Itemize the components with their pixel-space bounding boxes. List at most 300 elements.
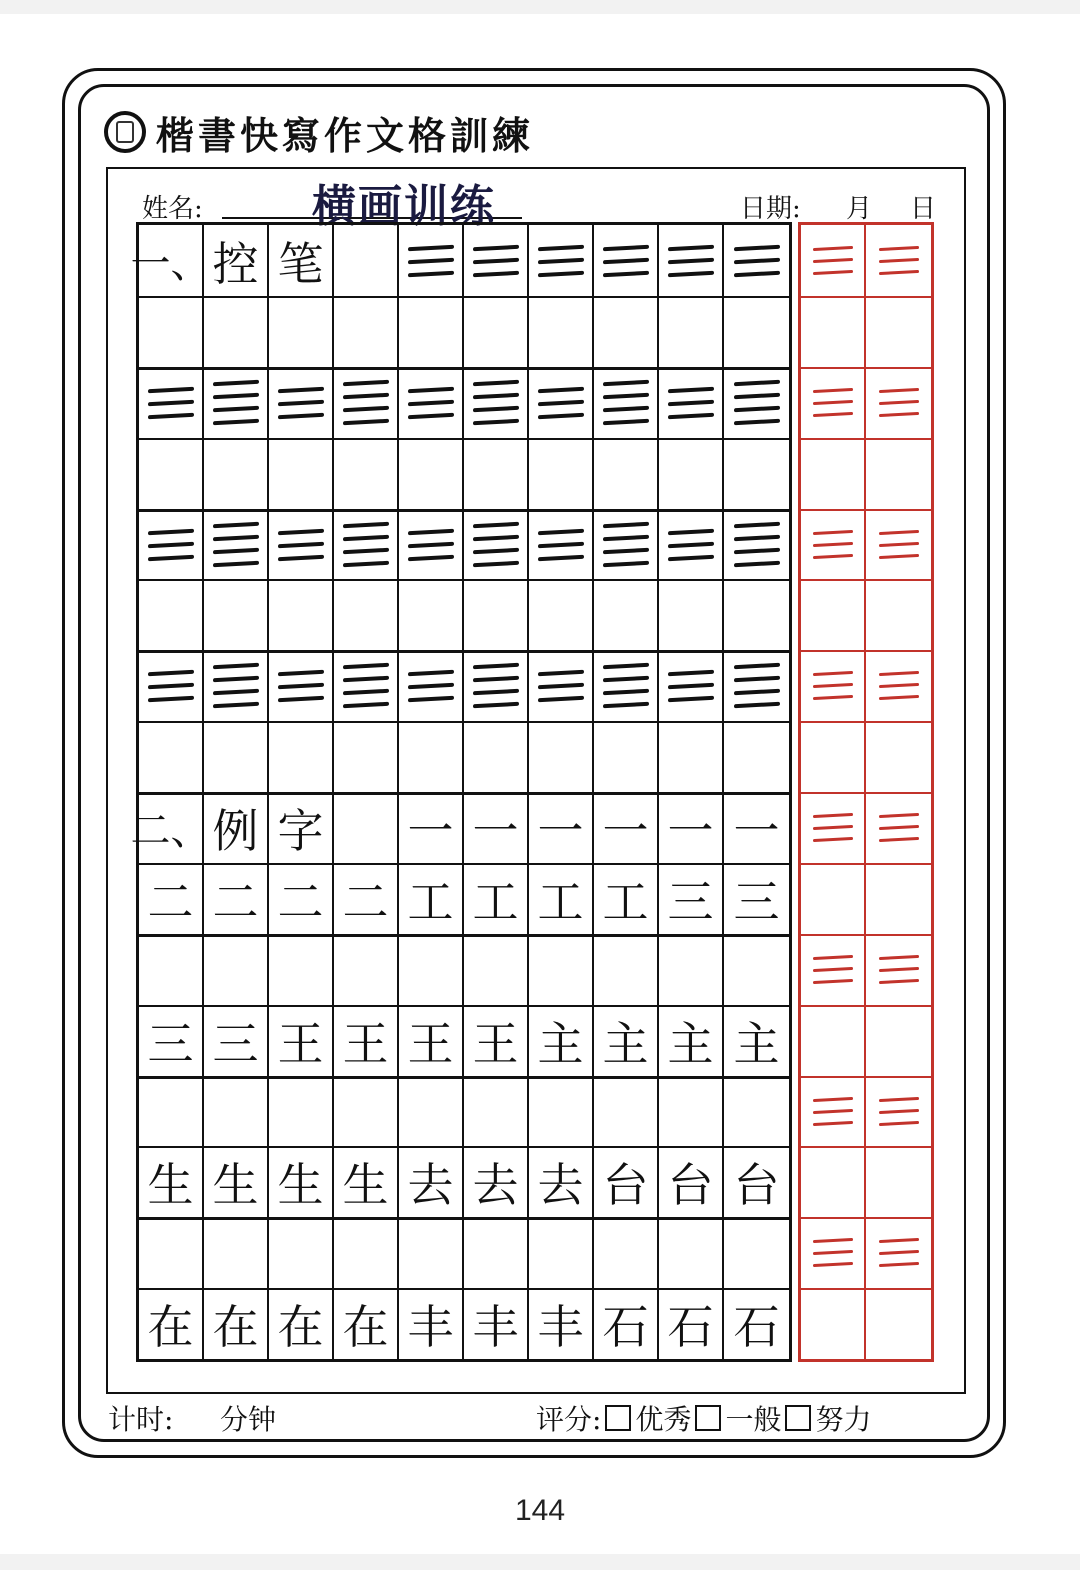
guide-stroke: [879, 554, 919, 559]
example-char-cell: 主: [733, 1016, 780, 1071]
blank-practice-cell[interactable]: [204, 438, 269, 509]
practice-stroke: [148, 528, 194, 534]
blank-practice-cell[interactable]: [724, 1076, 789, 1147]
blank-practice-cell[interactable]: [139, 579, 204, 650]
guide-blank-cell[interactable]: [866, 1288, 931, 1359]
practice-stroke: [603, 522, 649, 528]
example-char-cell: 台: [659, 1146, 724, 1217]
stroke-practice-cell: [659, 367, 724, 438]
guide-row-divider: [801, 367, 931, 369]
practice-stroke: [473, 270, 519, 276]
blank-practice-cell[interactable]: [269, 1076, 334, 1147]
practice-stroke: [538, 682, 584, 688]
practice-stroke: [473, 406, 519, 412]
blank-practice-cell[interactable]: [139, 1076, 204, 1147]
guide-stroke-cell: [801, 792, 866, 863]
example-char-cell: 三: [733, 874, 780, 929]
guide-stroke-cell: [866, 367, 931, 438]
guide-stroke: [879, 1097, 919, 1102]
guide-row: [801, 934, 931, 1005]
guide-row: [801, 438, 931, 509]
blank-practice-cell[interactable]: [724, 721, 789, 792]
rating-checkbox-effort[interactable]: [785, 1405, 811, 1431]
blank-practice-cell[interactable]: [724, 438, 789, 509]
heading-cell: [334, 225, 399, 296]
grid-row: [130, 225, 789, 296]
practice-stroke: [668, 270, 714, 276]
grid-row: [139, 1217, 789, 1288]
guide-blank-cell[interactable]: [866, 1146, 931, 1217]
guide-blank-cell[interactable]: [801, 296, 866, 367]
practice-stroke: [408, 244, 454, 250]
guide-row: [801, 721, 931, 792]
practice-stroke: [538, 695, 584, 701]
example-char-cell: 王: [399, 1005, 464, 1076]
blank-practice-cell[interactable]: [529, 579, 594, 650]
practice-stroke: [473, 535, 519, 541]
row-divider: [139, 438, 789, 440]
heading-cell: 一: [733, 803, 780, 858]
rating-checkbox-excellent[interactable]: [605, 1405, 631, 1431]
guide-stroke: [879, 683, 919, 688]
blank-practice-cell[interactable]: [399, 1076, 464, 1147]
practice-stroke: [213, 522, 259, 528]
practice-stroke: [473, 244, 519, 250]
heading-cell: 一、: [139, 225, 204, 296]
blank-practice-cell[interactable]: [334, 1217, 399, 1288]
guide-row: [801, 1288, 931, 1359]
guide-blank-cell[interactable]: [801, 721, 866, 792]
practice-stroke: [473, 393, 519, 399]
guide-blank-cell[interactable]: [866, 296, 931, 367]
guide-stroke: [879, 1238, 919, 1243]
blank-practice-cell[interactable]: [204, 579, 269, 650]
blank-practice-cell[interactable]: [204, 721, 269, 792]
blank-practice-cell[interactable]: [659, 579, 724, 650]
stroke-practice-cell: [724, 650, 789, 721]
practice-stroke: [213, 548, 259, 554]
rating-checkbox-average[interactable]: [695, 1405, 721, 1431]
blank-practice-cell[interactable]: [464, 296, 529, 367]
blank-practice-cell[interactable]: [529, 934, 594, 1005]
stroke-practice-cell: [464, 509, 529, 580]
guide-row: [801, 792, 931, 863]
blank-practice-cell[interactable]: [529, 296, 594, 367]
blank-practice-cell[interactable]: [269, 296, 334, 367]
practice-stroke: [538, 386, 584, 392]
guide-row: [801, 1217, 931, 1288]
heading-cell: 二、: [139, 792, 204, 863]
stroke-practice-cell: [139, 367, 204, 438]
blank-practice-cell[interactable]: [399, 296, 464, 367]
blank-practice-cell[interactable]: [399, 438, 464, 509]
practice-stroke: [734, 270, 780, 276]
guide-blank-cell[interactable]: [866, 438, 931, 509]
blank-practice-cell[interactable]: [204, 296, 269, 367]
practice-stroke: [473, 548, 519, 554]
example-char-cell: 台: [733, 1157, 780, 1212]
blank-practice-cell[interactable]: [464, 721, 529, 792]
guide-stroke: [813, 1097, 853, 1102]
blank-practice-cell[interactable]: [594, 1076, 659, 1147]
practice-stroke: [473, 702, 519, 708]
practice-stroke: [603, 535, 649, 541]
guide-blank-cell[interactable]: [801, 1288, 866, 1359]
guide-blank-cell[interactable]: [801, 438, 866, 509]
row-divider: [139, 1217, 789, 1220]
blank-practice-cell[interactable]: [399, 934, 464, 1005]
practice-stroke: [278, 669, 324, 675]
example-char-cell: 生: [139, 1146, 204, 1217]
practice-stroke: [668, 541, 714, 547]
practice-stroke: [603, 257, 649, 263]
grid-row: [139, 934, 789, 1005]
guide-blank-cell[interactable]: [866, 579, 931, 650]
blank-practice-cell[interactable]: [659, 296, 724, 367]
practice-stroke: [734, 244, 780, 250]
practice-stroke: [213, 393, 259, 399]
heading-cell: 控: [204, 225, 269, 296]
blank-practice-cell[interactable]: [139, 296, 204, 367]
guide-stroke: [879, 246, 919, 251]
heading-cell: 一: [464, 792, 529, 863]
row-divider: [139, 934, 789, 937]
guide-stroke: [813, 695, 853, 700]
practice-stroke: [603, 270, 649, 276]
guide-blank-cell[interactable]: [801, 1005, 866, 1076]
row-divider: [139, 579, 789, 581]
guide-stroke: [813, 1238, 853, 1243]
practice-stroke: [408, 257, 454, 263]
blank-practice-cell[interactable]: [269, 438, 334, 509]
blank-practice-cell[interactable]: [529, 1217, 594, 1288]
example-char-cell: 王: [334, 1005, 399, 1076]
date-day-label: 日: [910, 194, 937, 224]
guide-row: [801, 863, 931, 934]
guide-stroke: [813, 967, 853, 972]
guide-blank-cell[interactable]: [866, 721, 931, 792]
blank-practice-cell[interactable]: [334, 721, 399, 792]
stroke-practice-cell: [724, 367, 789, 438]
grid-row: [130, 792, 789, 863]
blank-practice-cell[interactable]: [724, 934, 789, 1005]
example-char-cell: 工: [594, 863, 659, 934]
stroke-practice-cell: [464, 367, 529, 438]
guide-blank-cell[interactable]: [866, 863, 931, 934]
heading-cell: [334, 792, 399, 863]
practice-stroke: [343, 676, 389, 682]
practice-stroke: [408, 541, 454, 547]
stroke-practice-cell: [594, 367, 659, 438]
guide-stroke: [879, 400, 919, 405]
guide-row-divider: [801, 296, 931, 298]
example-char-cell: 石: [733, 1299, 780, 1354]
practice-stroke: [278, 541, 324, 547]
stroke-practice-cell: [399, 650, 464, 721]
guide-row: [801, 650, 931, 721]
blank-practice-cell[interactable]: [334, 579, 399, 650]
blank-practice-cell[interactable]: [334, 934, 399, 1005]
grid-row: [139, 367, 789, 438]
practice-stroke: [278, 528, 324, 534]
blank-practice-cell[interactable]: [529, 721, 594, 792]
guide-row-divider: [801, 1217, 931, 1219]
practice-stroke: [603, 561, 649, 567]
practice-stroke: [148, 554, 194, 560]
practice-stroke: [343, 548, 389, 554]
grid-row: [139, 438, 789, 509]
stroke-practice-cell: [399, 509, 464, 580]
practice-stroke: [473, 522, 519, 528]
guide-stroke: [813, 400, 853, 405]
practice-stroke: [668, 669, 714, 675]
guide-stroke: [813, 258, 853, 263]
practice-stroke: [213, 663, 259, 669]
practice-stroke: [538, 541, 584, 547]
practice-stroke: [473, 663, 519, 669]
guide-stroke: [879, 837, 919, 842]
blank-practice-cell[interactable]: [594, 721, 659, 792]
example-char-cell: 去: [464, 1146, 529, 1217]
guide-blank-cell[interactable]: [801, 863, 866, 934]
practice-stroke: [734, 702, 780, 708]
row-divider: [139, 509, 789, 512]
blank-practice-cell[interactable]: [139, 438, 204, 509]
blank-practice-cell[interactable]: [464, 579, 529, 650]
practice-stroke: [603, 393, 649, 399]
practice-stroke: [148, 412, 194, 418]
blank-practice-cell[interactable]: [659, 438, 724, 509]
stroke-practice-cell: [464, 650, 529, 721]
guide-stroke: [813, 1109, 853, 1114]
heading-cell: 一: [594, 792, 659, 863]
example-char-cell: 工: [464, 863, 529, 934]
practice-stroke: [213, 676, 259, 682]
guide-blank-cell[interactable]: [801, 579, 866, 650]
practice-stroke: [603, 702, 649, 708]
blank-practice-cell[interactable]: [334, 1076, 399, 1147]
row-divider: [139, 1076, 789, 1079]
guide-stroke: [879, 412, 919, 417]
stroke-practice-cell: [659, 225, 724, 296]
practice-stroke: [668, 554, 714, 560]
practice-stroke: [538, 399, 584, 405]
guide-stroke: [879, 825, 919, 830]
date-month-label: 月: [846, 194, 873, 224]
rating-option-effort: 努力: [815, 1403, 872, 1436]
stroke-practice-cell: [399, 367, 464, 438]
example-char-cell: 石: [594, 1288, 659, 1359]
practice-stroke: [734, 406, 780, 412]
guide-stroke: [879, 258, 919, 263]
example-char-cell: 去: [399, 1146, 464, 1217]
stroke-practice-cell: [724, 225, 789, 296]
stroke-practice-cell: [529, 367, 594, 438]
guide-stroke: [813, 979, 853, 984]
example-char-cell: 二: [139, 863, 204, 934]
practice-stroke: [734, 548, 780, 554]
blank-practice-cell[interactable]: [334, 438, 399, 509]
example-char-cell: 生: [204, 1146, 269, 1217]
practice-stroke: [668, 695, 714, 701]
guide-stroke-cell: [801, 225, 866, 296]
guide-row-divider: [801, 1288, 931, 1290]
guide-stroke: [879, 1262, 919, 1267]
practice-stroke: [278, 399, 324, 405]
practice-stroke: [408, 682, 454, 688]
rating-label: 评分:: [536, 1403, 602, 1436]
guide-stroke-cell: [801, 650, 866, 721]
guide-stroke: [813, 388, 853, 393]
example-char-cell: 丰: [464, 1288, 529, 1359]
practice-stroke: [343, 406, 389, 412]
blank-practice-cell[interactable]: [204, 934, 269, 1005]
guide-row: [801, 1005, 931, 1076]
blank-practice-cell[interactable]: [724, 1217, 789, 1288]
guide-row-divider: [801, 509, 931, 511]
guide-stroke: [813, 542, 853, 547]
blank-practice-cell[interactable]: [464, 438, 529, 509]
practice-stroke: [734, 676, 780, 682]
blank-practice-cell[interactable]: [724, 579, 789, 650]
blank-practice-cell[interactable]: [594, 579, 659, 650]
stroke-practice-cell: [594, 650, 659, 721]
example-char-cell: 生: [334, 1146, 399, 1217]
guide-stroke-cell: [866, 650, 931, 721]
guide-row-divider: [801, 1005, 931, 1007]
blank-practice-cell[interactable]: [659, 1217, 724, 1288]
blank-practice-cell[interactable]: [659, 1076, 724, 1147]
guide-stroke: [813, 671, 853, 676]
practice-stroke: [408, 695, 454, 701]
blank-practice-cell[interactable]: [659, 721, 724, 792]
grid-row: [139, 863, 789, 934]
stroke-practice-cell: [594, 509, 659, 580]
blank-practice-cell[interactable]: [204, 1217, 269, 1288]
name-value[interactable]: 横画训练: [312, 181, 496, 232]
guide-blank-cell[interactable]: [866, 1005, 931, 1076]
stroke-practice-cell: [399, 225, 464, 296]
blank-practice-cell[interactable]: [399, 721, 464, 792]
blank-practice-cell[interactable]: [204, 1076, 269, 1147]
guide-row-divider: [801, 438, 931, 440]
grid-row: [139, 579, 789, 650]
guide-stroke: [813, 813, 853, 818]
title-row: [104, 102, 534, 162]
stroke-practice-cell: [659, 650, 724, 721]
guide-stroke: [813, 246, 853, 251]
row-divider: [139, 1146, 789, 1148]
blank-practice-cell[interactable]: [334, 296, 399, 367]
guide-stroke: [813, 683, 853, 688]
blank-practice-cell[interactable]: [269, 1217, 334, 1288]
guide-stroke-cell: [866, 509, 931, 580]
practice-stroke: [603, 380, 649, 386]
blank-practice-cell[interactable]: [594, 438, 659, 509]
example-char-cell: 工: [399, 863, 464, 934]
guide-stroke: [879, 1250, 919, 1255]
row-divider: [139, 792, 789, 795]
blank-practice-cell[interactable]: [139, 721, 204, 792]
guide-stroke: [879, 695, 919, 700]
blank-practice-cell[interactable]: [269, 579, 334, 650]
example-char-cell: 三: [204, 1005, 269, 1076]
practice-stroke: [538, 528, 584, 534]
practice-stroke: [734, 663, 780, 669]
practice-stroke: [603, 676, 649, 682]
heading-cell: 笔: [269, 225, 334, 296]
blank-practice-cell[interactable]: [724, 296, 789, 367]
blank-practice-cell[interactable]: [594, 296, 659, 367]
blank-practice-cell[interactable]: [594, 934, 659, 1005]
practice-stroke: [213, 689, 259, 695]
blank-practice-cell[interactable]: [269, 934, 334, 1005]
row-divider: [139, 721, 789, 723]
example-char-cell: 丰: [529, 1288, 594, 1359]
stroke-practice-cell: [269, 367, 334, 438]
timer-label: 计时:: [108, 1403, 174, 1436]
practice-stroke: [278, 554, 324, 560]
guide-stroke-cell: [866, 225, 931, 296]
blank-practice-cell[interactable]: [464, 934, 529, 1005]
guide-stroke: [879, 542, 919, 547]
blank-practice-cell[interactable]: [659, 934, 724, 1005]
practice-stroke: [343, 702, 389, 708]
blank-practice-cell[interactable]: [464, 1076, 529, 1147]
practice-stroke: [668, 412, 714, 418]
guide-row-divider: [801, 863, 931, 865]
guide-stroke: [813, 412, 853, 417]
guide-row-divider: [801, 721, 931, 723]
rating-option-excellent: 优秀: [635, 1403, 692, 1436]
example-char-cell: 二: [269, 863, 334, 934]
guide-row-divider: [801, 650, 931, 652]
row-divider: [139, 863, 789, 865]
practice-stroke: [734, 522, 780, 528]
guide-blank-cell[interactable]: [801, 1146, 866, 1217]
example-char-cell: 王: [464, 1005, 529, 1076]
blank-practice-cell[interactable]: [269, 721, 334, 792]
guide-stroke: [879, 1109, 919, 1114]
practice-stroke: [538, 270, 584, 276]
blank-practice-cell[interactable]: [399, 579, 464, 650]
blank-practice-cell[interactable]: [594, 1217, 659, 1288]
blank-practice-cell[interactable]: [139, 1217, 204, 1288]
practice-stroke: [538, 257, 584, 263]
stroke-practice-cell: [334, 509, 399, 580]
grid-row: [139, 650, 789, 721]
blank-practice-cell[interactable]: [464, 1217, 529, 1288]
blank-practice-cell[interactable]: [139, 934, 204, 1005]
practice-stroke: [734, 689, 780, 695]
stroke-practice-cell: [529, 225, 594, 296]
blank-practice-cell[interactable]: [529, 1076, 594, 1147]
practice-stroke: [473, 676, 519, 682]
practice-stroke: [408, 399, 454, 405]
practice-stroke: [148, 682, 194, 688]
guide-stroke-cell: [866, 1217, 931, 1288]
practice-stroke: [734, 419, 780, 425]
practice-stroke: [538, 669, 584, 675]
practice-stroke: [473, 257, 519, 263]
stroke-practice-cell: [594, 225, 659, 296]
practice-stroke: [213, 535, 259, 541]
guide-stroke-cell: [866, 1076, 931, 1147]
grid-row: [139, 1146, 789, 1217]
blank-practice-cell[interactable]: [529, 438, 594, 509]
guide-stroke: [813, 1250, 853, 1255]
blank-practice-cell[interactable]: [399, 1217, 464, 1288]
